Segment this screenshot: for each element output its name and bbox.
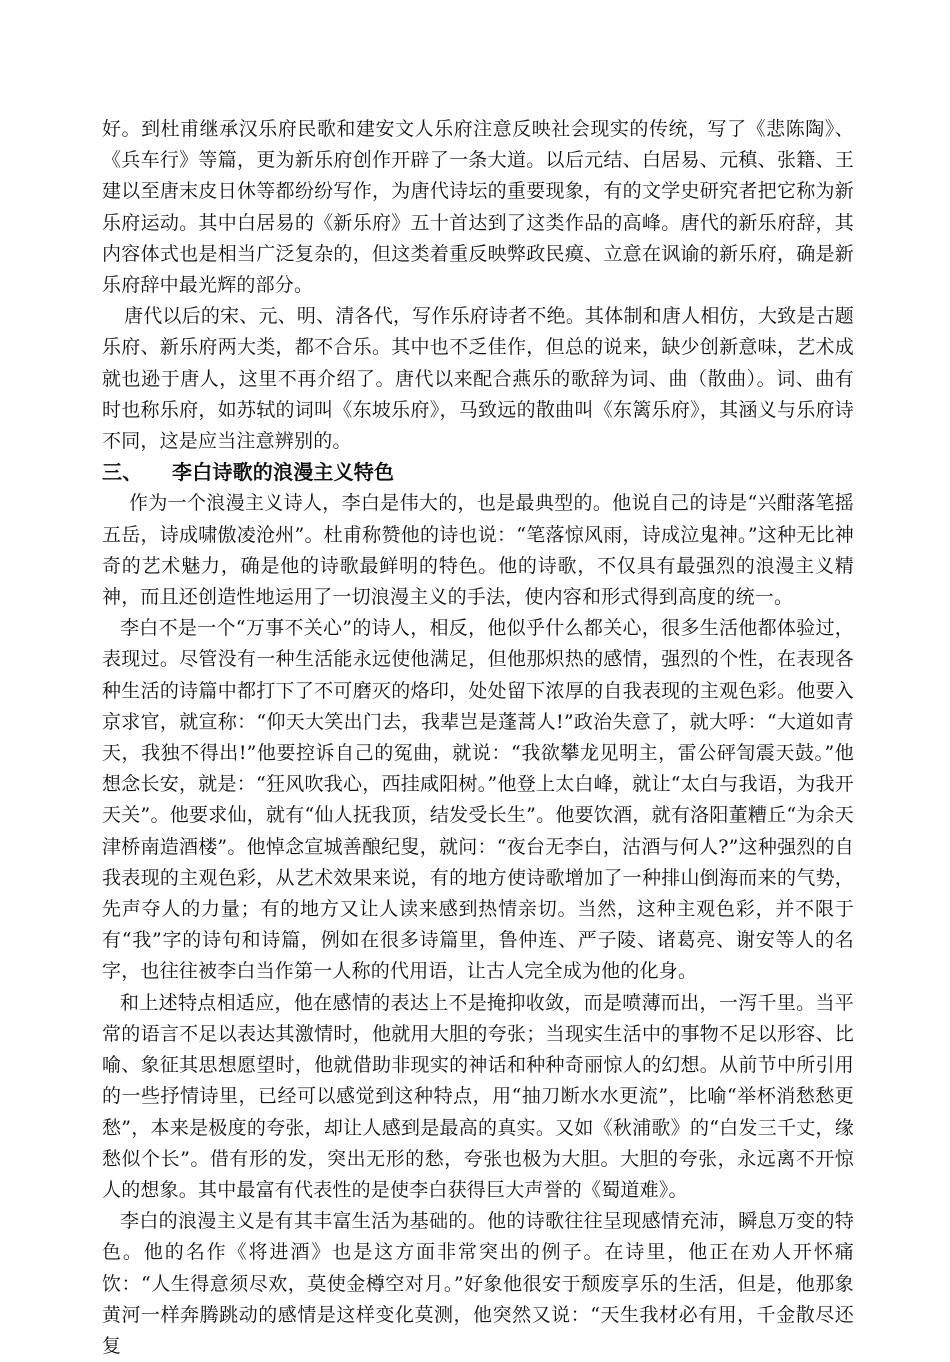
paragraph-romantic-poet: 作为一个浪漫主义诗人，李白是伟大的，也是最典型的。他说自己的诗是“兴酣落笔摇五岳，诗成啸傲凌沧州”。杜甫称赞他的诗也说：“笔落惊风雨，诗成泣鬼神。”这种无比神奇的艺术魅力，确是他的诗歌最鲜明的特色。他的诗歌，不仅具有最强烈的浪漫主义精神，而且还创造性地运用了一切浪漫主义的手法，使内容和形式得到高度的统一。	[102, 492, 854, 609]
paragraph-xinyuefu: 好。到杜甫继承汉乐府民歌和建安文人乐府注意反映社会现实的传统，写了《悲陈陶》、《兵车行》等篇，更为新乐府创作开辟了一条大道。以后元结、白居易、元稹、张籍、王建以至唐末皮日休等都纷纷写作，为唐代诗坛的重要现象，有的文学史研究者把它称为新乐府运动。其中白居易的《新乐府》五十首达到了这类作品的高峰。唐代的新乐府辞，其内容体式也是相当广泛复杂的，但这类着重反映弊政民瘼、立意在讽谕的新乐府，确是新乐府辞中最光辉的部分。	[102, 118, 854, 297]
paragraph-self-expression: 李白不是一个“万事不关心”的诗人，相反，他似乎什么都关心，很多生活他都体验过，表现过。尽管没有一种生活能永远使他满足，但他那炽热的感情，强烈的个性，在表现各种生活的诗篇中都打下了不可磨灭的烙印，处处留下浓厚的自我表现的主观色彩。他要入京求官，就宣称：“仰天大笑出门去，我辈岂是蓬蒿人!”政治失意了，就大呼：“大道如青天，我独不得出!”他要控诉自己的冤曲，就说：“我欲攀龙见明主，雷公砰訇震天鼓。”他想念长安，就是：“狂风吹我心，西挂咸阳树。”他登上太白峰，就让“太白与我语，为我开天关”。他要求仙，就有“仙人抚我顶，结发受长生”。他要饮酒，就有洛阳董糟丘“为余天津桥南造酒楼”。他悼念宣城善酿纪叟，就问：“夜台无李白，沽酒与何人?”这种强烈的自我表现的主观色彩，从艺术效果来说，有的地方使诗歌增加了一种排山倒海而来的气势，先声夺人的力量；有的地方又让人读来感到热情亲切。当然，这种主观色彩，并不限于有“我”字的诗句和诗篇，例如在很多诗篇里，鲁仲连、严子陵、诸葛亮、谢安等人的名字，也往往被李白当作第一人称的代用语，让古人完全成为他的化身。	[102, 617, 854, 983]
paragraph-later-dynasties: 唐代以后的宋、元、明、清各代，写作乐府诗者不绝。其体制和唐人相仿，大致是古题乐府、新乐府两大类，都不合乐。其中也不乏佳作，但总的说来，缺少创新意味，艺术成就也逊于唐人，这里不再介绍了。唐代以来配合燕乐的歌辞为词、曲（散曲）。词、曲有时也称乐府，如苏轼的词叫《东坡乐府》，马致远的散曲叫《东篱乐府》，其涵义与乐府诗不同，这是应当注意辨别的。	[102, 305, 854, 453]
paragraph-exaggeration: 和上述特点相适应，他在感情的表达上不是掩抑收敛，而是喷薄而出，一泻千里。当平常的语言不足以表达其激情时，他就用大胆的夸张；当现实生活中的事物不足以形容、比喻、象征其思想愿望时，他就借助非现实的神话和种种奇丽惊人的幻想。从前节中所引用的一些抒情诗里，已经可以感觉到这种特点，用“抽刀断水水更流”，比喻“举杯消愁愁更愁”，本来是极度的夸张，却让人感到是最高的真实。又如《秋浦歌》的“白发三千丈，缘愁似个长”。借有形的发，突出无形的愁，夸张也极为大胆。大胆的夸张，永远离不开惊人的想象。其中最富有代表性的是使李白获得巨大声誉的《蜀道难》。	[102, 991, 854, 1201]
section-title: 李白诗歌的浪漫主义特色	[172, 460, 395, 485]
paragraph-life-basis: 李白的浪漫主义是有其丰富生活为基础的。他的诗歌往往呈现感情充沛，瞬息万变的特色。他的名作《将进酒》也是这方面非常突出的例子。在诗里，他正在劝人开怀痛饮：“人生得意须尽欢，莫使金樽空对月。”好象他很安于颓废享乐的生活，但是，他那象黄河一样奔腾跳动的感情是这样变化莫测，他突然又说：“天生我材必有用，千金散尽还复	[102, 1210, 854, 1357]
section-heading	[102, 457, 854, 488]
document-body	[102, 114, 854, 1362]
section-number: 三、	[102, 460, 143, 485]
